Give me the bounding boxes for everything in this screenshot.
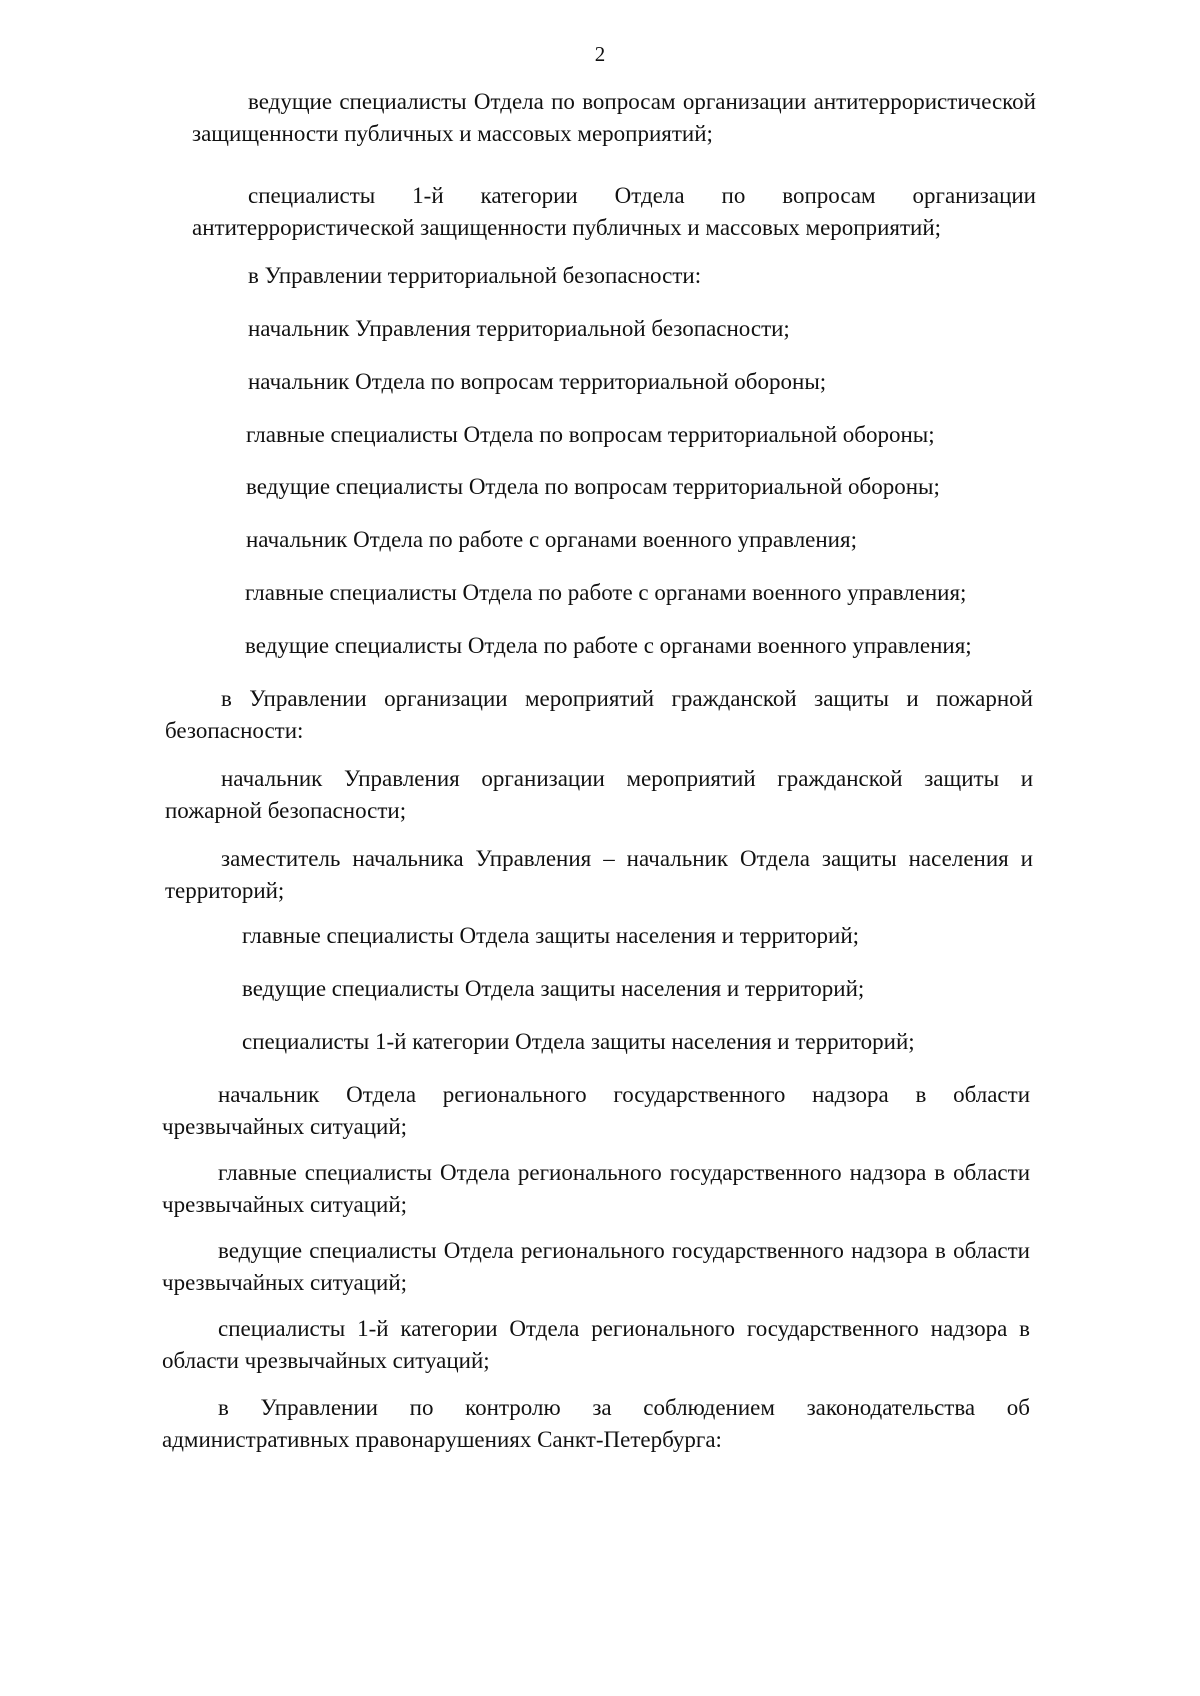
paragraph-8: начальник Отдела по работе с органами военного управления;	[246, 527, 857, 552]
paragraph-1: ведущие специалисты Отдела по вопросам организации антитеррористической защищенности публичных и массовых мероприятий;	[192, 89, 1036, 146]
paragraph-21: в Управлении по контролю за соблюдением законодательства об административных правонарушениях Санкт-Петербурга:	[162, 1395, 1030, 1452]
paragraph-16: специалисты 1-й категории Отдела защиты населения и территорий;	[242, 1029, 915, 1054]
paragraph-18: главные специалисты Отдела регионального государственного надзора в области чрезвычайных ситуаций;	[162, 1160, 1030, 1217]
paragraph-15: ведущие специалисты Отдела защиты населения и территорий;	[242, 976, 865, 1001]
paragraph-14: главные специалисты Отдела защиты населения и территорий;	[242, 923, 860, 948]
paragraph-5: начальник Отдела по вопросам территориальной обороны;	[248, 369, 827, 394]
paragraph-13: заместитель начальника Управления – начальник Отдела защиты населения и территорий;	[165, 846, 1033, 903]
paragraph-10: ведущие специалисты Отдела по работе с органами военного управления;	[245, 633, 972, 658]
paragraph-19: ведущие специалисты Отдела регионального государственного надзора в области чрезвычайных ситуаций;	[162, 1238, 1030, 1295]
paragraph-6: главные специалисты Отдела по вопросам территориальной обороны;	[246, 422, 935, 447]
paragraph-3: в Управлении территориальной безопасности:	[248, 263, 702, 288]
paragraph-2: специалисты 1-й категории Отдела по вопросам организации антитеррористической защищенности публичных и массовых мероприятий;	[192, 183, 1036, 240]
paragraph-11: в Управлении организации мероприятий гражданской защиты и пожарной безопасности:	[165, 686, 1033, 743]
paragraph-7: ведущие специалисты Отдела по вопросам территориальной обороны;	[246, 474, 940, 499]
paragraph-12: начальник Управления организации мероприятий гражданской защиты и пожарной безопасности;	[165, 766, 1033, 823]
paragraph-9: главные специалисты Отдела по работе с органами военного управления;	[245, 580, 967, 605]
page-number: 2	[594, 42, 606, 66]
paragraph-20: специалисты 1-й категории Отдела регионального государственного надзора в области чрезвычайных ситуаций;	[162, 1316, 1030, 1373]
paragraph-4: начальник Управления территориальной безопасности;	[248, 316, 790, 341]
paragraph-17: начальник Отдела регионального государственного надзора в области чрезвычайных ситуаций;	[162, 1082, 1030, 1139]
